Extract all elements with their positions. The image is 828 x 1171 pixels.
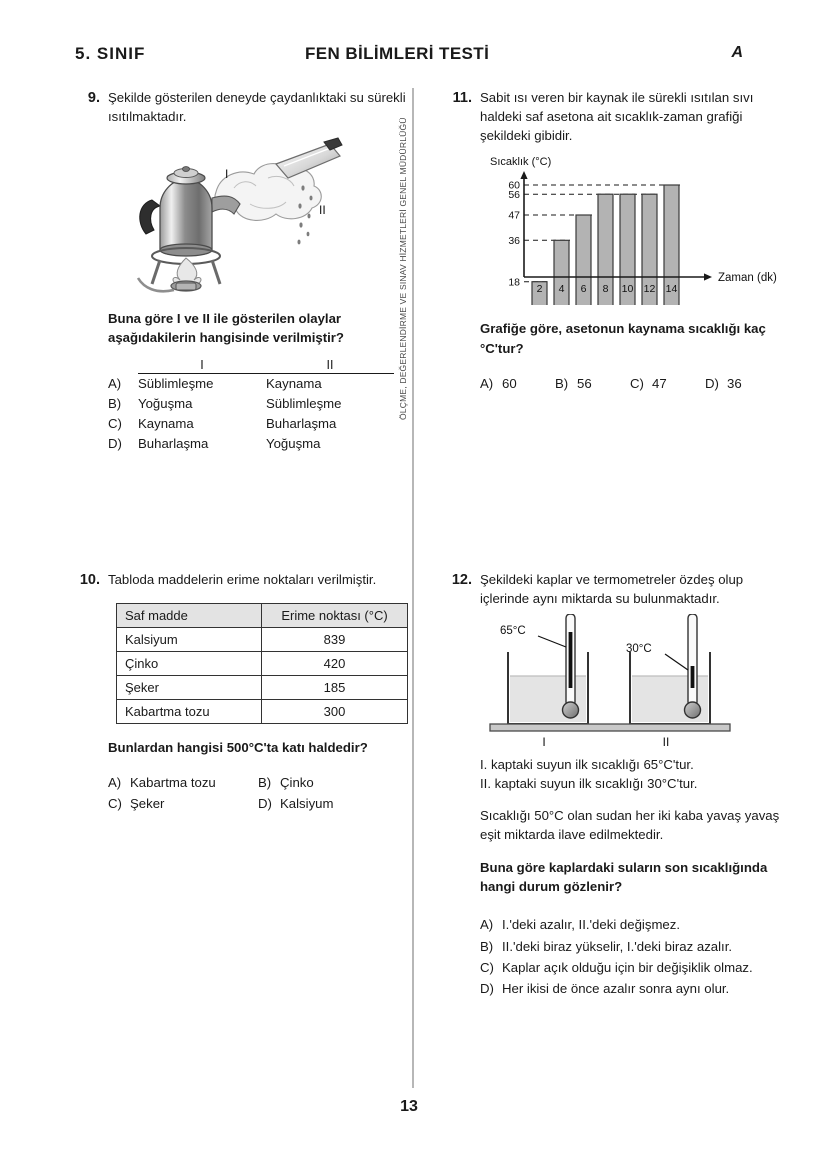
xtick-8: 8 xyxy=(602,283,609,296)
cell-value: 185 xyxy=(262,676,408,700)
table-header-substance: Saf madde xyxy=(117,604,262,628)
option-d-text: Her ikisi de önce azalır sonra aynı olur. xyxy=(502,981,730,997)
cell-substance: Çinko xyxy=(117,652,262,676)
option-c[interactable] xyxy=(480,957,780,978)
question-10-stem: Tabloda maddelerin erime noktaları verilmiştir. xyxy=(108,572,377,587)
question-11-number: 11. xyxy=(452,90,472,106)
test-title: FEN BİLİMLERİ TESTİ xyxy=(305,44,490,63)
table-row xyxy=(117,676,408,700)
question-12-ask: Buna göre kaplardaki suların son sıcaklığında hangi durum gözlenir? xyxy=(480,859,768,894)
option-d[interactable] xyxy=(108,434,408,454)
option-d-text: 36 xyxy=(727,375,742,391)
beaker-label-2: II xyxy=(662,735,670,750)
option-c-text: Kaplar açık olduğu için bir değişiklik olmaz. xyxy=(502,959,753,975)
question-10-options xyxy=(108,773,408,815)
option-c[interactable] xyxy=(108,414,408,434)
option-a[interactable] xyxy=(480,914,780,935)
y-axis-arrow xyxy=(520,171,527,179)
question-12-statement-2: II. kaptaki suyun ilk sıcaklığı 30°C'tur. xyxy=(480,776,698,792)
option-d[interactable] xyxy=(480,978,780,999)
xtick-6: 6 xyxy=(580,283,587,296)
question-11-options xyxy=(480,376,780,391)
question-12-stem: Şekildeki kaplar ve termometreler özdeş olup içlerinde aynı miktarda su bulunmaktadır. xyxy=(480,572,744,607)
option-b-text: II.'deki biraz yükselir, I.'deki biraz azalır. xyxy=(502,938,733,954)
kettle-svg xyxy=(108,130,408,295)
option-a-col1: Süblimleşme xyxy=(138,375,214,391)
xtick-4: 4 xyxy=(558,283,565,296)
question-9 xyxy=(78,88,408,454)
option-b[interactable] xyxy=(555,376,630,391)
option-c-col2: Buharlaşma xyxy=(266,415,337,431)
page-header xyxy=(75,44,768,72)
option-c-label: C) xyxy=(108,796,122,812)
question-9-ask: Buna göre I ve II ile gösterilen olaylar aşağıdakilerin hangisinde verilmiştir? xyxy=(108,311,344,346)
option-c-col1: Kaynama xyxy=(138,415,194,431)
option-col-header-1: I xyxy=(138,358,266,374)
option-b-text: 56 xyxy=(577,375,592,391)
option-d-label: D) xyxy=(258,796,272,812)
xtick-12: 12 xyxy=(643,283,656,296)
option-col-header-2: II xyxy=(266,358,394,374)
question-12-statement-1: I. kaptaki suyun ilk sıcaklığı 65°C'tur. xyxy=(480,757,694,773)
question-11 xyxy=(450,88,780,391)
ytick-47: 47 xyxy=(508,209,520,222)
option-a-label: A) xyxy=(108,775,122,791)
kettle-experiment-figure xyxy=(108,130,408,295)
beakers-figure xyxy=(480,614,780,749)
option-b-label: B) xyxy=(258,775,272,791)
beaker-label-1: I xyxy=(542,735,546,750)
option-a-text: Kabartma tozu xyxy=(130,775,216,791)
option-c-text: 47 xyxy=(652,375,667,391)
bar-chart-svg xyxy=(480,153,790,305)
question-12-number: 12. xyxy=(451,572,472,588)
table-row xyxy=(117,700,408,724)
question-11-ask: Grafiğe göre, asetonun kaynama sıcaklığı kaç °C'tur? xyxy=(480,321,766,356)
option-b-label: B) xyxy=(480,938,494,954)
cell-substance: Kalsiyum xyxy=(117,628,262,652)
question-9-number: 9. xyxy=(87,90,100,106)
option-a-text: I.'deki azalır, II.'deki değişmez. xyxy=(502,917,681,933)
option-d-label: D) xyxy=(480,981,494,997)
ytick-18: 18 xyxy=(508,276,520,289)
option-b[interactable] xyxy=(480,936,780,957)
chart-ylabel: Sıcaklık (°C) xyxy=(490,156,552,169)
option-c-label: C) xyxy=(108,415,122,431)
callout-line-2 xyxy=(665,654,688,670)
option-c[interactable] xyxy=(108,794,258,815)
cell-substance: Şeker xyxy=(117,676,262,700)
option-a-text: 60 xyxy=(502,375,517,391)
cell-value: 420 xyxy=(262,652,408,676)
question-10 xyxy=(78,570,408,815)
option-c-label: C) xyxy=(480,959,494,975)
question-9-stem: Şekilde gösterilen deneyde çaydanlıktaki su sürekli ısıtılmaktadır. xyxy=(108,90,406,125)
temperature-label-left: 65°C xyxy=(500,625,526,638)
option-b-label: B) xyxy=(108,395,122,411)
figure-label-2: II xyxy=(319,203,326,218)
option-d-col2: Yoğuşma xyxy=(266,435,321,451)
option-c-label: C) xyxy=(630,375,644,391)
question-12-note: Sıcaklığı 50°C olan sudan her iki kaba yavaş yavaş eşit miktarda ilave edilmektedir. xyxy=(480,807,780,842)
ministry-vertical-text: ÖLÇME, DEĞERLENDİRME VE SINAV HİZMETLERİ GENEL MÜDÜRLÜĞÜ xyxy=(398,117,408,420)
option-a[interactable] xyxy=(108,374,408,394)
option-d-label: D) xyxy=(705,375,719,391)
table-row xyxy=(117,652,408,676)
question-11-stem: Sabit ısı veren bir kaynak ile sürekli ısıtılan sıvı haldeki saf asetona ait sıcaklık-zaman grafiği şekildeki gibidir. xyxy=(480,90,754,144)
melting-points-table xyxy=(116,603,408,724)
temperature-time-chart xyxy=(480,153,780,305)
chart-xlabel: Zaman (dk) xyxy=(718,272,777,285)
shelf xyxy=(490,724,730,731)
xtick-14: 14 xyxy=(665,283,678,296)
option-a-label: A) xyxy=(480,917,494,933)
option-d[interactable] xyxy=(258,794,408,815)
table-row xyxy=(117,628,408,652)
option-d-text: Kalsiyum xyxy=(280,796,334,812)
ytick-56: 56 xyxy=(508,189,520,202)
cell-value: 300 xyxy=(262,700,408,724)
question-10-number: 10. xyxy=(79,572,100,588)
ytick-36: 36 xyxy=(508,235,520,248)
option-d-col1: Buharlaşma xyxy=(138,435,209,451)
option-a[interactable] xyxy=(108,773,258,794)
page-number-value: 13 xyxy=(400,1098,418,1115)
option-b-col2: Süblimleşme xyxy=(266,395,342,411)
xtick-10: 10 xyxy=(621,283,634,296)
column-divider xyxy=(412,88,414,1088)
booklet-label: A xyxy=(731,44,743,61)
grade-label: 5. SINIF xyxy=(75,44,146,63)
option-d-label: D) xyxy=(108,435,122,451)
option-b[interactable] xyxy=(258,773,408,794)
page-number xyxy=(0,1098,828,1116)
table-header-melting-point: Erime noktası (°C) xyxy=(262,604,408,628)
chart-y-ticks xyxy=(508,180,520,289)
option-a-col2: Kaynama xyxy=(266,375,322,391)
tilted-plate xyxy=(276,138,342,178)
figure-label-1: I xyxy=(225,167,229,182)
option-a[interactable] xyxy=(480,376,555,391)
cell-value: 839 xyxy=(262,628,408,652)
cell-substance: Kabartma tozu xyxy=(117,700,262,724)
option-c-text: Şeker xyxy=(130,796,165,812)
beakers-svg xyxy=(480,614,780,749)
xtick-2: 2 xyxy=(536,283,543,296)
option-b-label: B) xyxy=(555,375,569,391)
question-10-ask: Bunlardan hangisi 500°C'ta katı haldedir? xyxy=(108,740,368,756)
option-d[interactable] xyxy=(705,376,780,391)
temperature-label-right: 30°C xyxy=(626,643,652,656)
option-b-text: Çinko xyxy=(280,775,314,791)
x-axis-arrow xyxy=(704,274,712,281)
ytick-60: 60 xyxy=(508,179,520,192)
table-header-row xyxy=(117,604,408,628)
chart-axes xyxy=(524,175,708,277)
option-c[interactable] xyxy=(630,376,705,391)
question-9-options xyxy=(108,358,408,454)
option-a-label: A) xyxy=(480,375,494,391)
callout-line-1 xyxy=(538,636,566,647)
question-12 xyxy=(450,570,780,1000)
question-12-options xyxy=(480,914,780,1000)
option-b[interactable] xyxy=(108,394,408,414)
option-b-col1: Yoğuşma xyxy=(138,395,193,411)
option-a-label: A) xyxy=(108,375,122,391)
